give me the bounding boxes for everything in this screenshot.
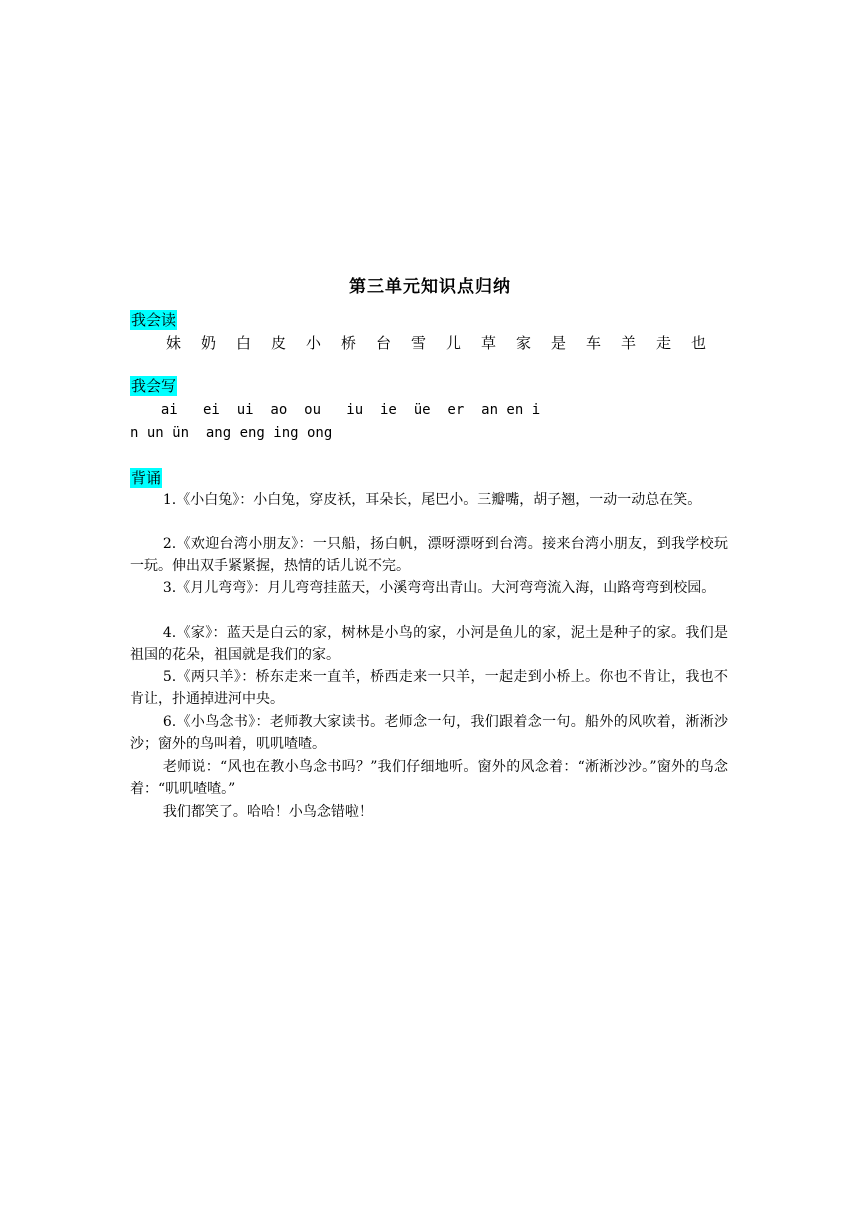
- read-char: 家: [516, 334, 532, 352]
- recite-paragraph: 1.《小白兔》：小白兔，穿皮袄，耳朵长，尾巴小。三瓣嘴，胡子翘，一动一动总在笑。: [162, 492, 702, 508]
- read-char: 也: [691, 334, 707, 352]
- read-char: 小: [306, 334, 322, 352]
- recite-paragraph: 2.《欢迎台湾小朋友》：一只船，扬白帆，漂呀漂呀到台湾。接来台湾小朋友，到我学校玩一玩。伸出双手紧紧握，热情的话儿说不完。: [130, 536, 728, 574]
- recite-paragraph: 老师说：“风也在教小鸟念书吗？”我们仔细地听。窗外的风念着：“淅淅沙沙。”窗外的鸟念着：“叽叽喳喳。”: [130, 759, 728, 797]
- recite-paragraph: 4.《家》：蓝天是白云的家，树林是小鸟的家，小河是鱼儿的家，泥土是种子的家。我们是祖国的花朵，祖国就是我们的家。: [130, 625, 728, 663]
- pinyin-line-1: ai ei ui ao ou iu ie üe er an en i: [144, 402, 541, 418]
- recite-paragraph: 我们都笑了。哈哈！小鸟念错啦！: [162, 804, 373, 820]
- read-section-label: 我会读: [131, 311, 177, 329]
- read-char: 奶: [201, 334, 217, 352]
- read-char: 台: [376, 334, 392, 352]
- read-char-list: [166, 332, 726, 353]
- read-char: 走: [656, 334, 672, 352]
- pinyin-line-2: n un ün ang eng ing ong: [130, 425, 333, 441]
- recite-paragraph: 6.《小鸟念书》：老师教大家读书。老师念一句，我们跟着念一句。船外的风吹着，淅淅沙沙；窗外的鸟叫着，叽叽喳喳。: [130, 714, 728, 752]
- recite-section-label: 背诵: [131, 469, 162, 487]
- read-char: 妹: [166, 334, 182, 352]
- read-char: 草: [481, 334, 497, 352]
- read-char: 皮: [271, 334, 287, 352]
- read-char: 桥: [341, 334, 357, 352]
- read-char: 是: [551, 334, 567, 352]
- page-title: 第三单元知识点归纳: [349, 277, 511, 297]
- recite-paragraph: 5.《两只羊》：桥东走来一直羊，桥西走来一只羊，一起走到小桥上。你也不肯让，我也不肯让，扑通掉进河中央。: [130, 669, 728, 707]
- recite-paragraph: 3.《月儿弯弯》：月儿弯弯挂蓝天，小溪弯弯出青山。大河弯弯流入海，山路弯弯到校园。: [162, 580, 716, 596]
- read-char: 羊: [621, 334, 637, 352]
- read-char: 白: [236, 334, 252, 352]
- read-char: 儿: [446, 334, 462, 352]
- read-char: 车: [586, 334, 602, 352]
- read-char: 雪: [411, 334, 427, 352]
- write-section-label: 我会写: [131, 377, 177, 395]
